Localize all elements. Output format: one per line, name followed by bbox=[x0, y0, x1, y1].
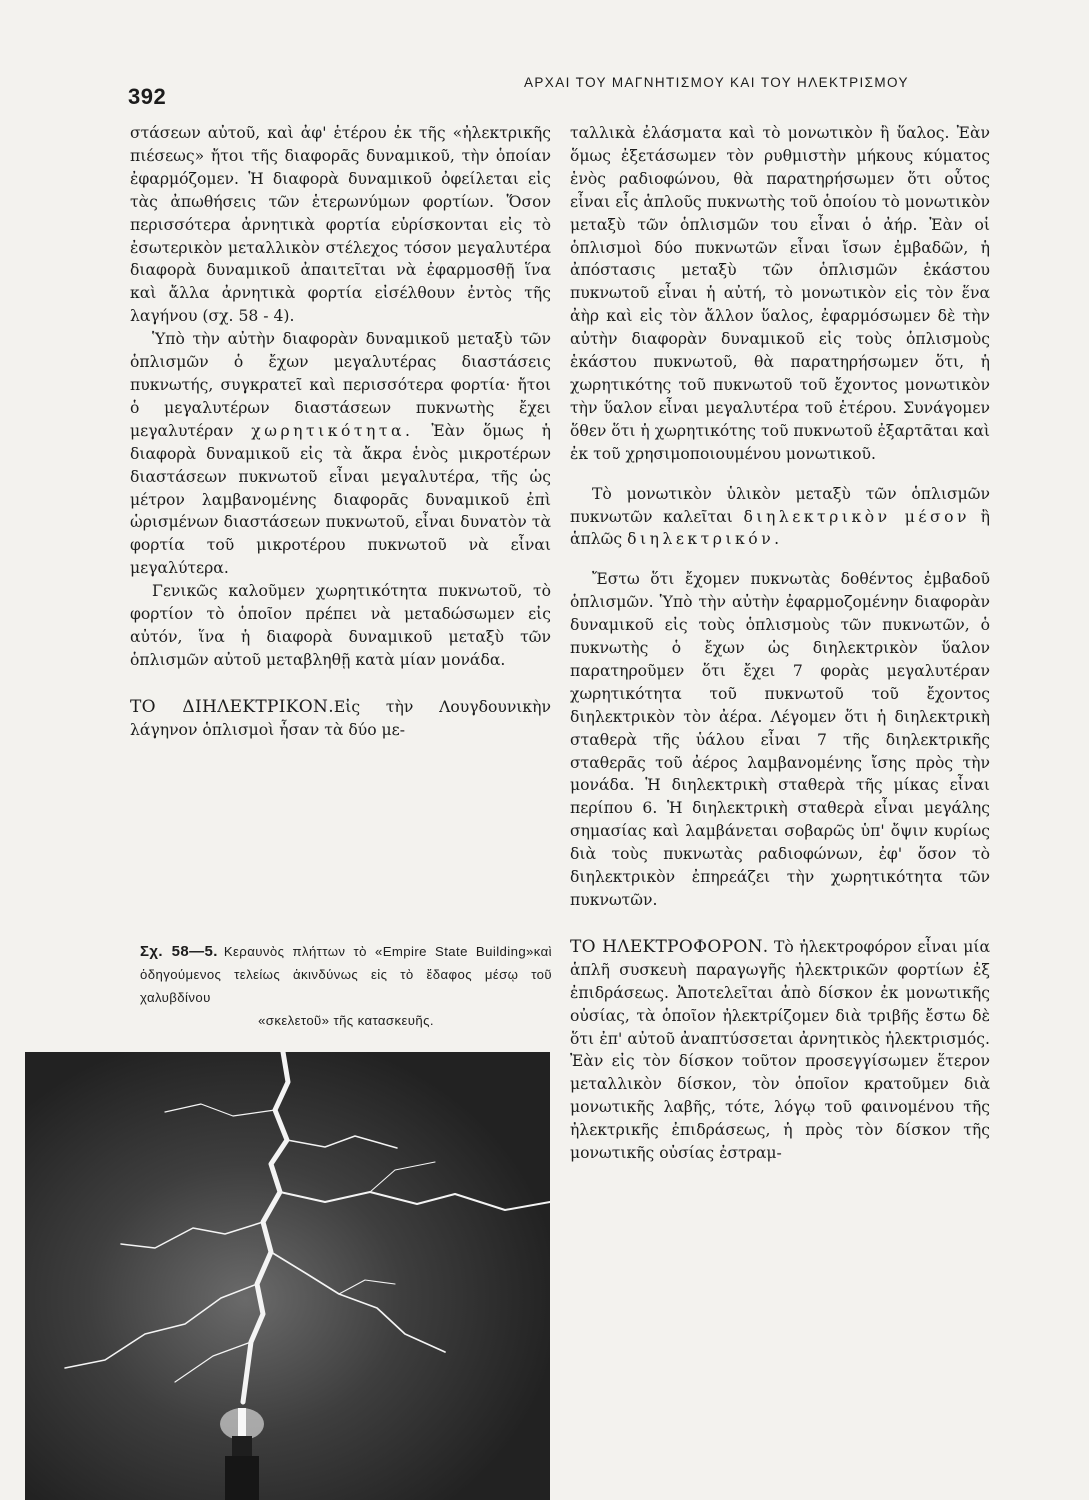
paragraph bbox=[570, 483, 990, 552]
page-number: 392 bbox=[128, 84, 167, 109]
paragraph bbox=[130, 328, 551, 580]
term-dielectric-medium: διηλεκτρικὸν μέσον bbox=[743, 507, 970, 526]
paragraph: στάσεων αὐτοῦ, καὶ ἀφ' ἑτέρου ἐκ τῆς «ἠλεκτρικῆς πιέσεως» ἤτοι τῆς διαφορᾶς δυναμικοῦ, τὴν ὁποίαν ἐφαρμόζομεν. Ἡ διαφορὰ δυναμικοῦ ὀφείλεται εἰς τὰς ἀπωθήσεις τῶν ἑτερωνύμων φορτίων. Ὅσον περισσότερα ἀρνητικὰ φορτία εὑρίσκονται εἰς τὸ ἐσωτερικὸν μεταλλικὸν στέλεχος τόσον μεγαλυτέρα διαφορὰ δυναμικοῦ ἀπαιτεῖται νὰ ἐφαρμοσθῇ ἵνα καὶ ἄλλα ἀρνητικὰ φορτία εἰσέλθουν ἐντὸς τῆς λαγήνου (σχ. 58 - 4). bbox=[130, 124, 551, 326]
figure-caption bbox=[140, 940, 552, 1032]
paragraph: ταλλικὰ ἐλάσματα καὶ τὸ μονωτικὸν ἢ ὕαλος. Ἐὰν ὅμως ἐξετάσωμεν τὸν ρυθμιστὴν μήκους κύματος ἑνὸς ραδιοφώνου, θὰ παρατηρήσωμεν ὅτι οὗτος εἶναι εἷς ἁπλοῦς πυκνωτὴς τοῦ ὁποίου τὸ μονωτικὸν μεταξὺ τῶν ὁπλισμῶν του εἶναι ὁ ἀήρ. Ἐὰν οἱ ὁπλισμοὶ δύο πυκνωτῶν εἶναι ἴσων ἐμβαδῶν, ἡ ἀπόστασις μεταξὺ τῶν ὁπλισμῶν ἑκάστου πυκνωτοῦ εἶναι ἡ αὐτή, τὸ μονωτικὸν εἰς τὸν ἕνα ἀὴρ καὶ εἰς τὸν ἄλλον ὕαλος, ἐφαρμόσωμεν δὲ τὴν αὐτὴν διαφορὰν δυναμικοῦ εἰς τοὺς ὁπλισμοὺς ἑκάστου πυκνωτοῦ, θὰ παρατηρήσωμεν ὅτι, ἡ χωρητικότης τοῦ πυκνωτοῦ τοῦ ἔχοντος μονωτικὸν τὴν ὕαλον εἶναι μεγαλυτέρα τοῦ ἑτέρου. Συνάγομεν ὅθεν ὅτι ἡ χωρητικότης τοῦ πυκνωτοῦ ἐξαρτᾶται καὶ ἐκ τοῦ χρησιμοποιουμένου μονωτικοῦ. bbox=[570, 124, 990, 463]
paragraph: Ἔστω ὅτι ἔχομεν πυκνωτὰς δοθέντος ἐμβαδοῦ ὁπλισμῶν. Ὑπὸ τὴν αὐτὴν ἐφαρμοζομένην διαφορὰν δυναμικοῦ εἰς τοὺς ὁπλισμοὺς τῶν πυκνωτῶν, ὁ πυκνωτὴς ὁ ἔχων ὡς διηλεκτρικὸν ὕαλον παρατηροῦμεν ὅτι ἔχει 7 φορὰς μεγαλυτέραν χωρητικότητα τοῦ πυκνωτοῦ τοῦ ἔχοντος διηλεκτρικὸν τὸν ἀέρα. Λέγομεν ὅτι ἡ διηλεκτρικὴ σταθερὰ τῆς ὑάλου εἶναι 7 τῆς διηλεκτρικῆς σταθερᾶς τοῦ ἀέρος λαμβανομένης ἴσης πρὸς τὴν μονάδα. Ἡ διηλεκτρικὴ σταθερὰ τῆς μίκας εἶναι περίπου 6. Ἡ διηλεκτρικὴ σταθερὰ εἶναι μεγάλης σημασίας καὶ λαμβάνεται σοβαρῶς ὑπ' ὄψιν κυρίως διὰ τοὺς πυκνωτὰς ραδιοφώνων, ἐφ' ὅσον τὸ διηλεκτρικὸν ἐπηρεάζει τὴν χωρητικότητα τῶν πυκνωτῶν. bbox=[570, 570, 990, 909]
paragraph bbox=[570, 936, 990, 1165]
caption-last-line: «σκελετοῦ» τῆς κατασκευῆς. bbox=[258, 1013, 434, 1028]
term-capacitance: χωρητικότητα. bbox=[251, 421, 414, 440]
paragraph-text: ἢ ἁπλῶς bbox=[570, 507, 990, 549]
right-column bbox=[570, 122, 990, 1165]
paragraph-text: Τὸ ἠλεκτροφόρον εἶναι μία ἁπλῆ συσκευὴ παραγωγῆς ἠλεκτρικῶν φορτίων ἐξ ἐπιδράσεως. Ἀποτελεῖται ἀπὸ δίσκον ἐκ μονωτικῆς οὐσίας, τὰ ὁποῖον ἠλεκτρίζομεν διὰ τριβῆς ἔστω δὲ ὅτι ἐπ' αὐτοῦ ἀναπτύσσεται ἀρνητικὸς ἠλεκτρισμός. Ἐὰν εἰς τὸν δίσκον τοῦτον προσεγγίσωμεν ἕτερον μεταλλικὸν δίσκον, τὸν ὁποῖον κρατοῦμεν διὰ μονωτικῆς λαβῆς, τότε, λόγῳ τοῦ φαινομένου τῆς ἠλεκτρικῆς ἐπιδράσεως, ἡ πρὸς τὸν δίσκον τῆς μονωτικῆς οὐσίας ἐστραμ- bbox=[570, 937, 990, 1163]
running-title: ΑΡΧΑΙ ΤΟΥ ΜΑΓΝΗΤΙΣΜΟΥ ΚΑΙ ΤΟΥ ΗΛΕΚΤΡΙΣΜΟΥ bbox=[524, 75, 909, 90]
left-column bbox=[130, 122, 551, 742]
paragraph-text: Εἰς τὴν Λουγδουνικὴν λάγηνον ὁπλισμοὶ ἦσαν τὰ δύο με- bbox=[130, 697, 551, 739]
caption-text: Κεραυνὸς πλήττων τὸ «Empire State Building»καὶ ὁδηγούμενος τελείως ἀκινδύνως εἰς τὸ ἔδαφος μέσῳ τοῦ χαλυβδίνου bbox=[140, 944, 552, 1005]
figure-label: Σχ. 58—5. bbox=[140, 943, 218, 960]
section-heading: ΤΟ ΗΛΕΚΤΡΟΦΟΡΟΝ. bbox=[570, 936, 769, 957]
lightning-photo-image bbox=[25, 1052, 550, 1500]
paragraph-text: Ἐὰν ὅμως ἡ διαφορὰ δυναμικοῦ εἰς τὰ ἄκρα ἑνὸς μικροτέρων διαστάσεων πυκνωτοῦ εἶναι μεγαλυτέρα, τῆς ὡς μέτρον λαμβανομένης διαφορᾶς δυναμικοῦ ἐπὶ ὡρισμένων διαστάσεων πυκνωτοῦ, εἶναι δυνατὸν τὰ φορτία τοῦ μικροτέρου πυκνωτοῦ νὰ εἶναι μεγαλύτερα. bbox=[130, 421, 551, 578]
section-heading: ΤΟ ΔΙΗΛΕΚΤΡΙΚΟΝ. bbox=[130, 696, 334, 717]
paragraph bbox=[130, 696, 551, 742]
lightning-photo bbox=[25, 1052, 550, 1500]
paragraph: Γενικῶς καλοῦμεν χωρητικότητα πυκνωτοῦ, τὸ φορτίον τὸ ὁποῖον πρέπει νὰ μεταδώσωμεν εἰς αὐτόν, ἵνα ἡ διαφορὰ δυναμικοῦ μεταξὺ τῶν ὁπλισμῶν αὐτοῦ μεταβληθῇ κατὰ μίαν μονάδα. bbox=[130, 582, 551, 669]
night-sky bbox=[25, 1052, 550, 1500]
paragraph-text: Ὑπὸ τὴν αὐτὴν διαφορὰν δυναμικοῦ μεταξὺ τῶν ὁπλισμῶν ὁ ἔχων μεγαλυτέρας διαστάσεις πυκνωτής, συγκρατεῖ καὶ περισσότερα φορτία· ἤτοι ὁ μεγαλυτέρων διαστάσεων πυκνωτὴς ἔχει μεγαλυτέραν bbox=[130, 330, 551, 440]
term-dielectric: διηλεκτρικόν. bbox=[627, 530, 783, 549]
paragraph-text: Τὸ μονωτικὸν ὑλικὸν μεταξὺ τῶν ὁπλισμῶν πυκνωτῶν καλεῖται bbox=[570, 484, 990, 526]
